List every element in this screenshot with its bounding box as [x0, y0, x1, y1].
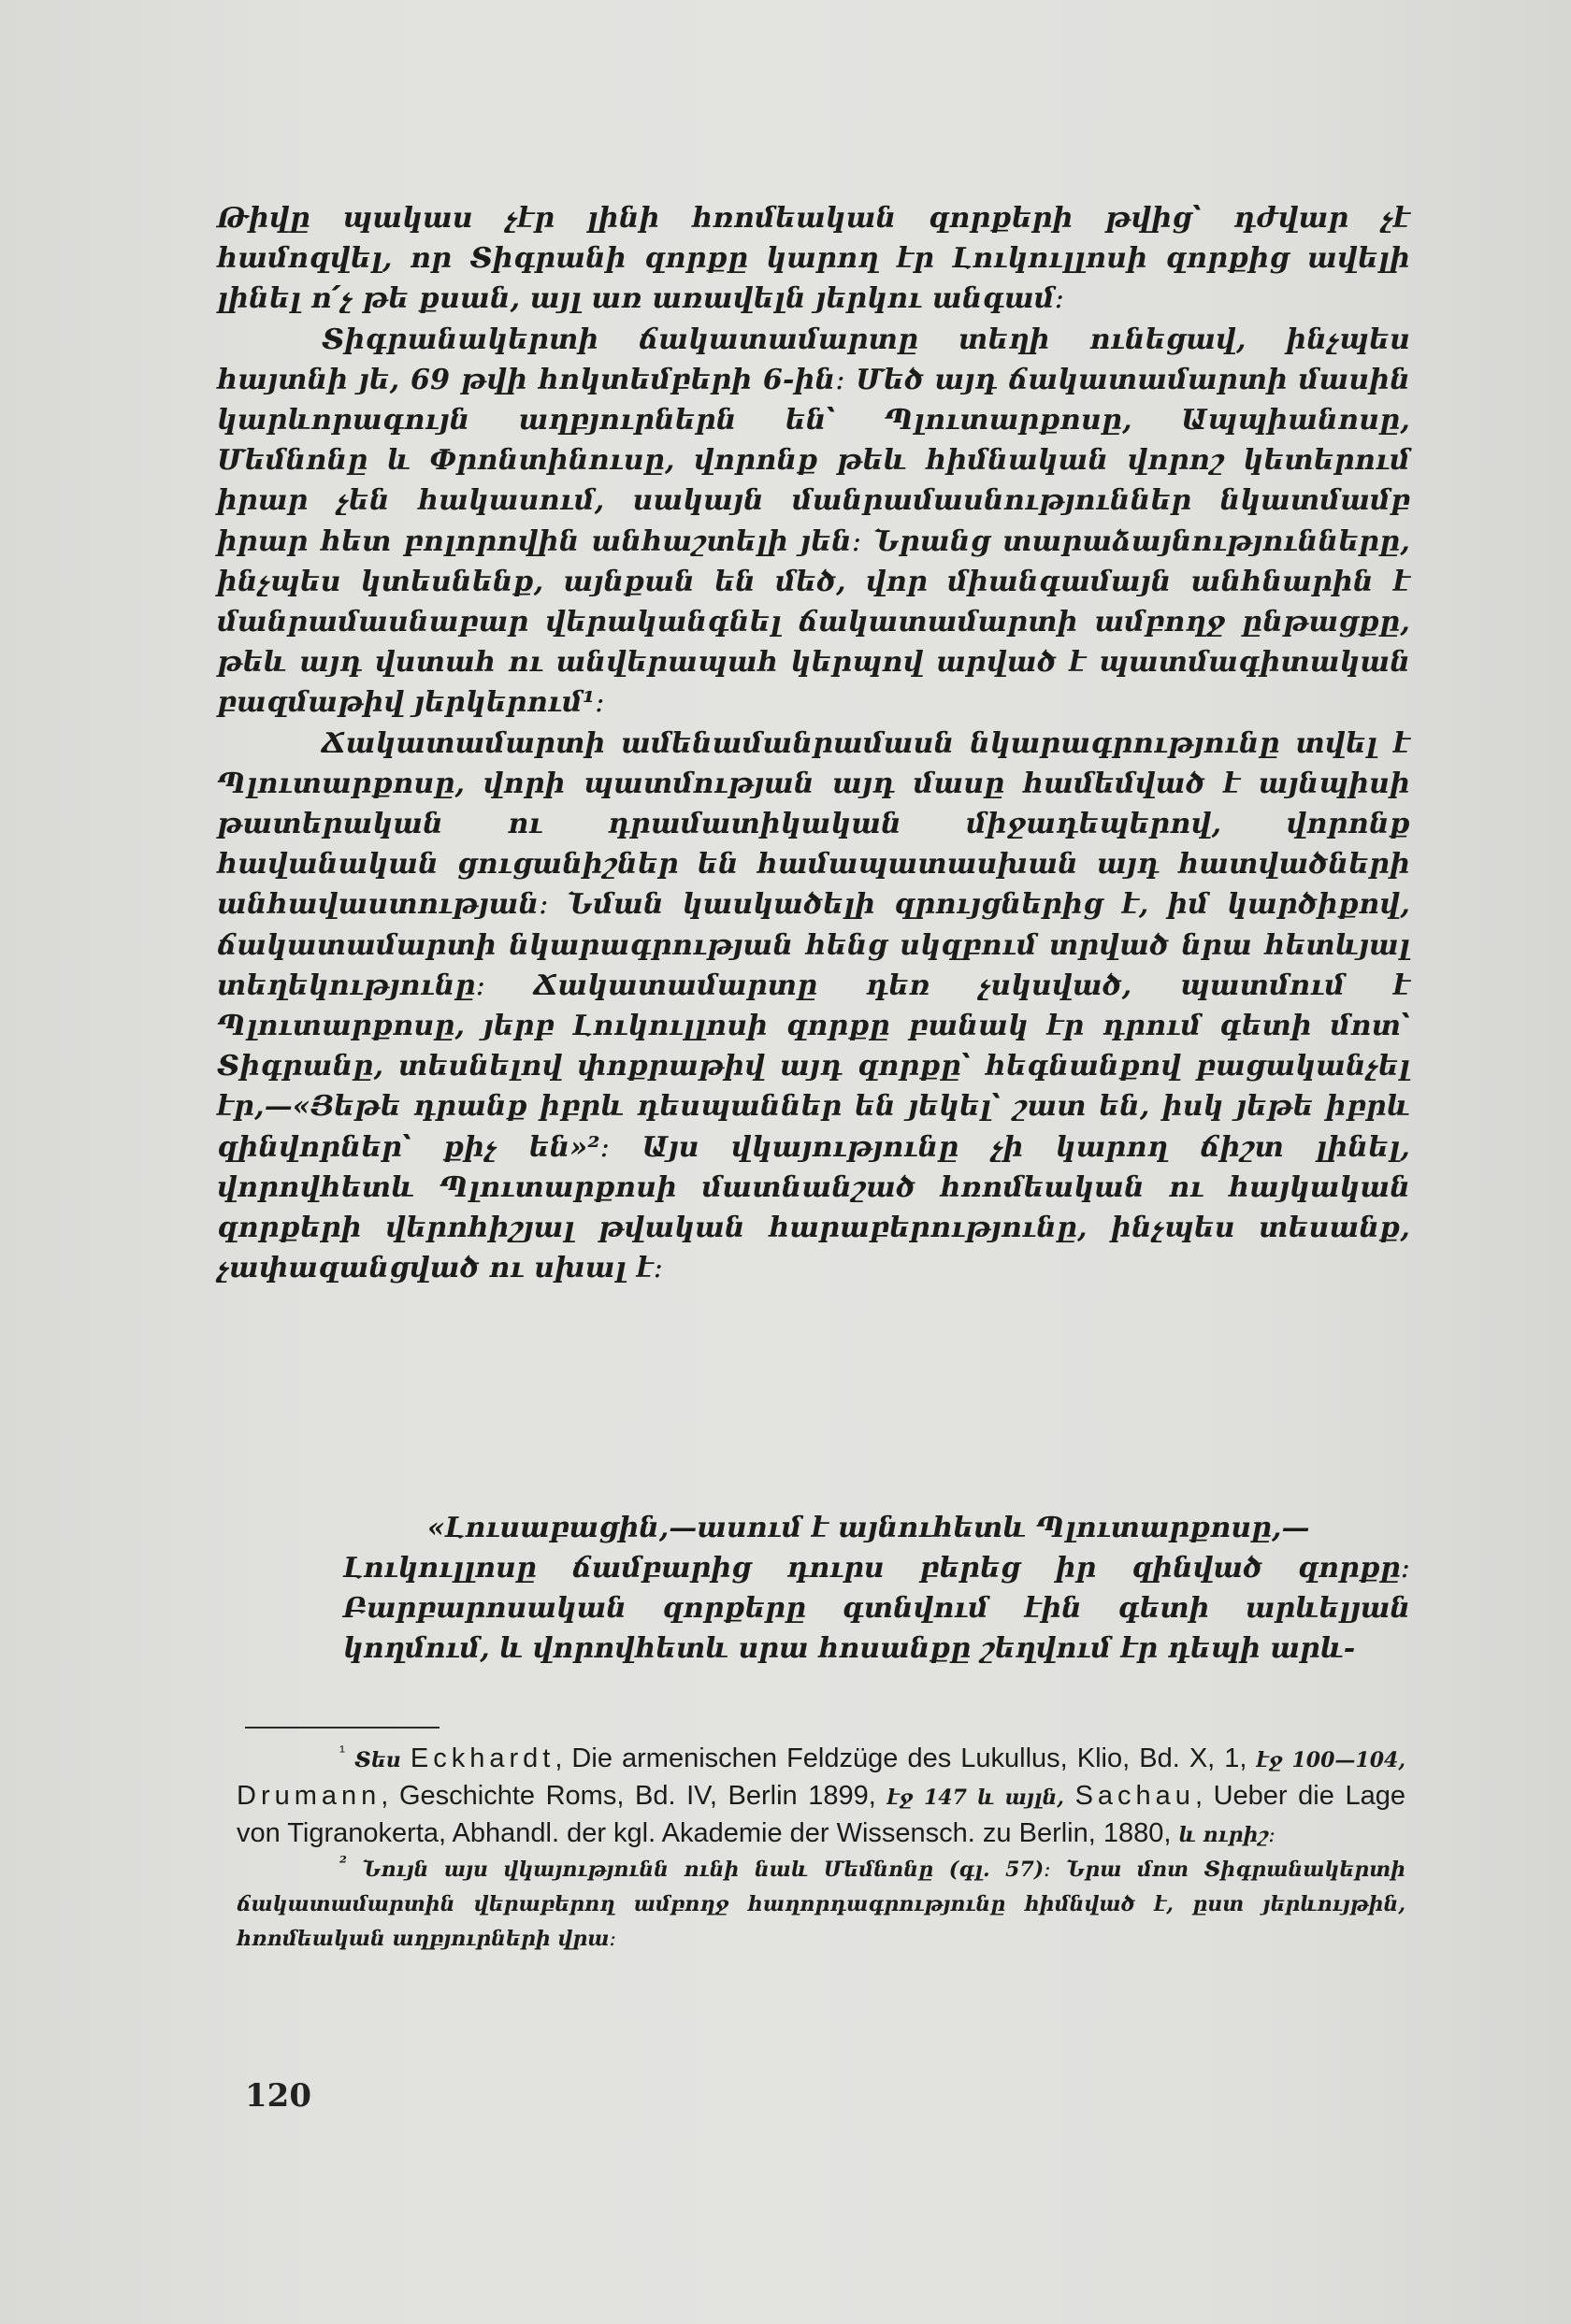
footnote-1-pages-1: 100—104,	[1291, 1748, 1405, 1772]
quote-block	[217, 1508, 1410, 1669]
footnote-1-work-2: , Geschichte Roms, Bd. IV, Berlin 1899,	[381, 1781, 876, 1811]
footnote-1-pages-word-1: էջ	[1256, 1748, 1283, 1772]
quote-first-line: «Լուսաբացին,—ասում է այնուհետև Պլուտարքոսը,—	[427, 1512, 1310, 1544]
footnote-1-see: Տես	[354, 1748, 401, 1772]
footnote-2-marker: ²	[339, 1853, 347, 1873]
footnotes	[237, 1741, 1405, 1957]
main-text	[217, 198, 1410, 1288]
footnote-divider	[245, 1727, 440, 1729]
footnote-2	[237, 1853, 1405, 1957]
paragraph-3: Ճակատամարտի ամենամանրամասն նկարագրությունը տվել է Պլուտարքոսը, վորի պատմության այդ մասը համեմված է այնպիսի թատերական ու դրամատիկական միջադեպերով, վորոնք հավանական ցուցանիշներ են համապատասխան այդ հատվածների անհավաստության։ Նման կասկածելի զրույցներից է, իմ կարծիքով, ճակատամարտի նկարագրության հենց սկզբում տրված նրա հետևյալ տեղեկությունը։ Ճակատամարտը դեռ չսկսված, պատմում է Պլուտարքոսը, յերբ Լուկուլլոսի զորքը բանակ էր դրում գետի մոտ՝ Տիգրանը, տեսնելով փոքրաթիվ այդ զորքը՝ հեգնանքով բացականչել էր,—«Յեթե դրանք իբրև դեսպաններ են յեկել՝ շատ են, իսկ յեթե իբրև զինվորներ՝ քիչ են»²։ Այս վկայությունը չի կարող ճիշտ լինել, վորովհետև Պլուտարքոսի մատնանշած հռոմեական ու հայկական զորքերի վերոհիշյալ թվական հարաբերությունը, ինչպես տեսանք, չափազանցված ու սխալ է։	[217, 726, 1410, 1285]
paragraph-2: Տիգրանակերտի ճակատամարտը տեղի ունեցավ, ինչպես հայտնի յե, 69 թվի հոկտեմբերի 6-ին։ Մեծ այդ ճակատամարտի մասին կարևորագույն աղբյուրներն են՝ Պլուտարքոսը, Ապպիանոսը, Մեմնոնը և Փրոնտինուսը, վորոնք թեև հիմնական վորոշ կետերում իրար չեն հակասում, սակայն մանրամասնություններ նկատմամբ իրար հետ բոլորովին անհաշտելի յեն։ Նրանց տարաձայնությունները, ինչպես կտեսնենք, այնքան են մեծ, վոր միանգամայն անհնարին է մանրամասնաբար վերականգնել ճակատամարտի ամբողջ ընթացքը, թեև այդ վստահ ու անվերապահ կերպով արված է պատմագիտական բազմաթիվ յերկերում¹։	[217, 323, 1410, 720]
footnote-1-work-1: , Die armenischen Feldzüge des Lukullus, Klio, Bd. X, 1,	[555, 1743, 1247, 1773]
footnote-1	[237, 1741, 1405, 1853]
footnote-1-pages-2: 147 և այլն,	[923, 1786, 1064, 1810]
page-number: 120	[245, 2077, 311, 2115]
footnote-1-author-1: Eckhardt	[410, 1743, 555, 1773]
quote-rest: Լուկուլլոսը ճամբարից դուրս բերեց իր զինված զորքը։ Բարբարոսական զորքերը գտնվում էին գետի արևելյան կողմում, և վորովհետև սրա հոսանքը շեղվում էր դեպի արև-	[343, 1552, 1410, 1665]
footnote-1-work-3: , Ueber die Lage von Tigranokerta, Abhandl. der kgl. Akademie der Wissensch. zu Berlin, 1880,	[237, 1781, 1405, 1848]
paragraph-1: Թիվը պակաս չէր լինի հռոմեական զորքերի թվից՝ դժվար չէ համոզվել, որ Տիգրանի զորքը կարող էր Լուկուլլոսի զորքից ավելի լինել ո՛չ թե քսան, այլ առ առավելն յերկու անգամ։	[217, 202, 1410, 316]
footnote-2-text: Նույն այս վկայությունն ունի նաև Մեմնոնը (գլ. 57)։ Նրա մոտ Տիգրանակերտի ճակատամարտին վերաբերող ամբողջ հաղորդագրությունը հիմնված է, ըստ յերևույթին, հռոմեական աղբյուրների վրա։	[237, 1858, 1405, 1951]
footnote-1-author-3: Sachau	[1074, 1781, 1195, 1811]
quote-paragraph	[217, 1508, 1410, 1669]
footnote-1-marker: ¹	[339, 1742, 345, 1761]
footnote-1-author-2: Drumann	[237, 1781, 382, 1811]
footnote-1-tail: և ուրիշ։	[1178, 1823, 1276, 1847]
footnote-1-pages-word-2: էջ	[886, 1786, 914, 1810]
